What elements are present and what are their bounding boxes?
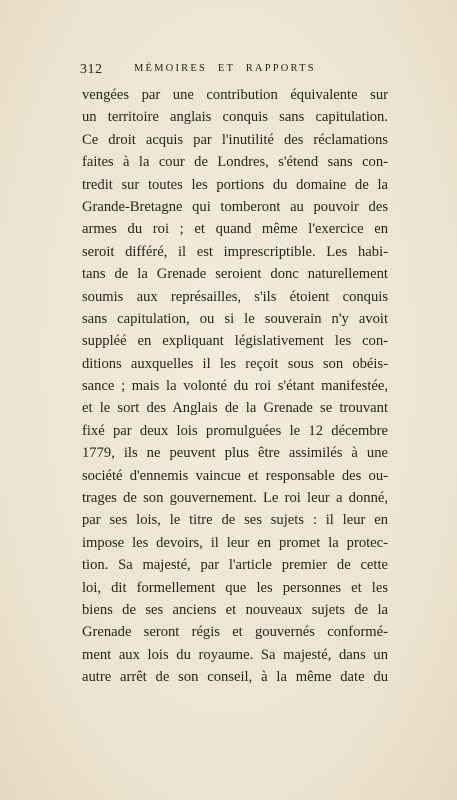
text-line: loi, dit formellement que les personnes et les (82, 579, 388, 596)
body-text (82, 84, 388, 689)
text-line: Grande-Bretagne qui tomberont au pouvoir des (82, 198, 388, 215)
text-line: Grenade seront régis et gouvernés conformé- (82, 624, 388, 641)
text-line: impose les devoirs, il leur en promet la protec- (82, 534, 388, 551)
text-line: par ses lois, le titre de ses sujets : il leur en (82, 512, 388, 529)
text-line: armes du roi ; et quand même l'exercice en (82, 221, 388, 238)
text-line: tion. Sa majesté, par l'article premier de cette (82, 557, 388, 574)
text-line: faites à la cour de Londres, s'étend sans con- (82, 154, 388, 171)
text-line: et le sort des Anglais de la Grenade se trouvant (82, 400, 388, 417)
text-line: seroit différé, il est imprescriptible. Les habi- (82, 243, 388, 260)
text-line: sans capitulation, ou si le souverain n'y avoit (82, 310, 388, 327)
running-head-title: MÉMOIRES ET RAPPORTS (134, 63, 316, 74)
text-line: biens de ses anciens et nouveaux sujets de la (82, 601, 388, 618)
text-line: tredit sur toutes les portions du domaine de la (82, 176, 388, 193)
text-line: autre arrêt de son conseil, à la même date du (82, 669, 388, 686)
running-head (80, 62, 400, 80)
text-line: vengées par une contribution équivalente sur (82, 87, 388, 103)
text-line: société d'ennemis vaincue et responsable des ou- (82, 467, 388, 484)
text-line: fixé par deux lois promulguées le 12 décembre (82, 422, 388, 439)
text-line: Ce droit acquis par l'inutilité des réclamations (82, 131, 388, 148)
text-line: ment aux lois du royaume. Sa majesté, dans un (82, 646, 388, 663)
text-line: sance ; mais la volonté du roi s'étant manifestée, (82, 378, 388, 395)
text-line: 1779, ils ne peuvent plus être assimilés à une (82, 445, 388, 462)
text-line: trages de son gouvernement. Le roi leur a donné, (82, 490, 388, 507)
text-line: suppléé en expliquant législativement les con- (82, 333, 388, 350)
text-line: un territoire anglais conquis sans capitulation. (82, 109, 388, 126)
text-line: tans de la Grenade seroient donc naturellement (82, 266, 388, 283)
page-number: 312 (80, 62, 103, 77)
text-line: ditions auxquelles il les reçoit sous son obéis- (82, 355, 388, 372)
text-line: soumis aux représailles, s'ils étoient conquis (82, 288, 388, 305)
